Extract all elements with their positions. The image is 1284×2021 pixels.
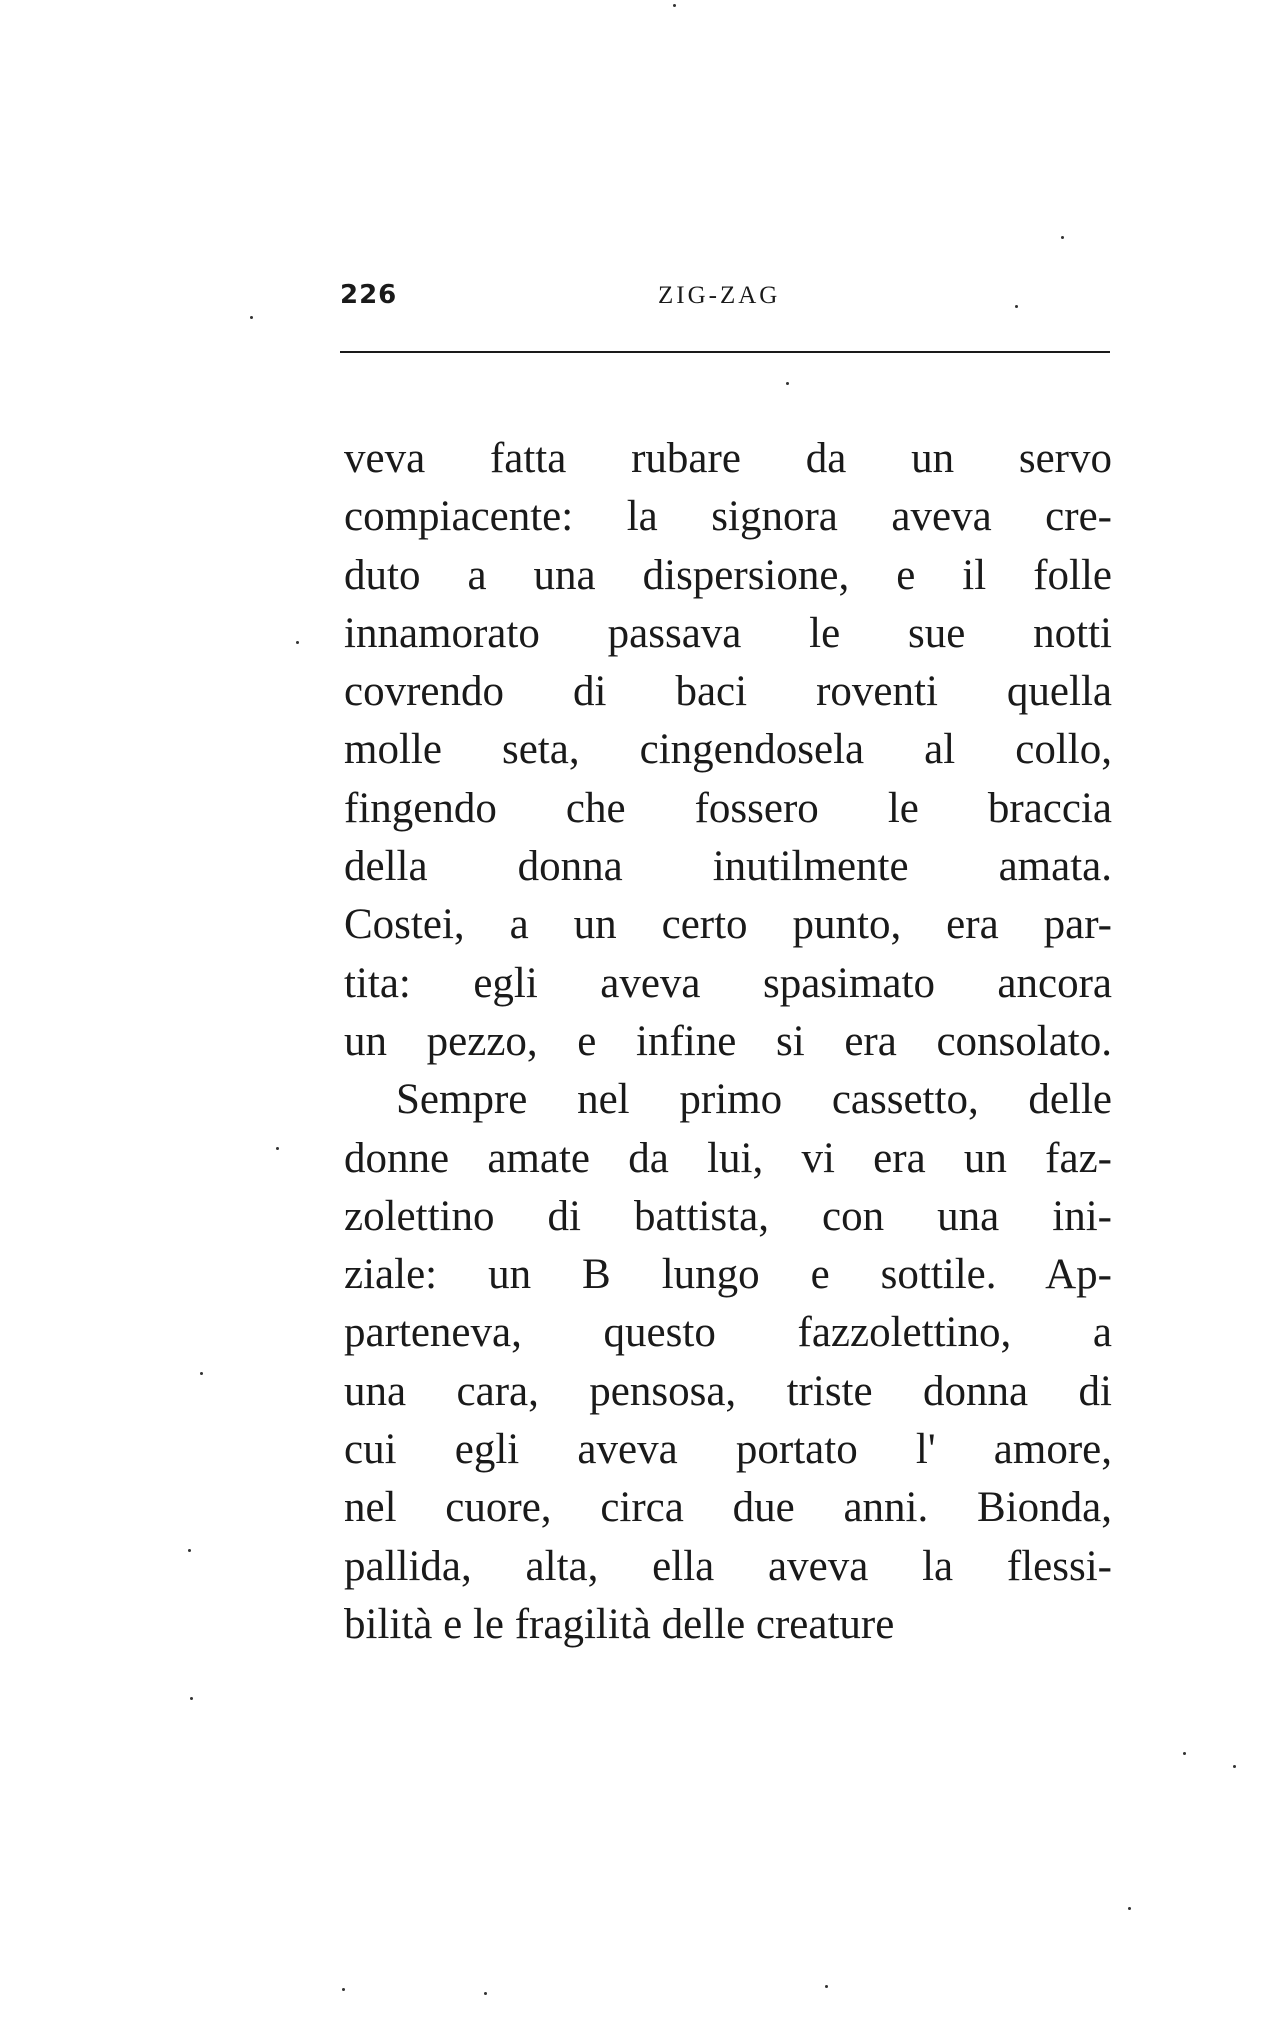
scan-speck: [250, 316, 253, 319]
text-line: donne amate da lui, vi era un faz-: [344, 1134, 1112, 1182]
page-header: [340, 280, 1110, 320]
text-line: parteneva, questo fazzolettino, a: [344, 1309, 1112, 1357]
text-line: Sempre nel primo cassetto, delle: [396, 1076, 1112, 1124]
scan-speck: [200, 1372, 203, 1375]
paragraph: [344, 1071, 1112, 1654]
scan-speck: [190, 1697, 193, 1700]
text-line: un pezzo, e infine si era consolato.: [344, 1017, 1112, 1065]
text-line: pallida, alta, ella aveva la flessi-: [344, 1542, 1112, 1590]
scan-speck: [786, 382, 789, 385]
scan-speck: [1015, 305, 1018, 308]
scan-speck: [1061, 236, 1064, 239]
scan-speck: [188, 1549, 191, 1552]
text-line: nel cuore, circa due anni. Bionda,: [344, 1484, 1112, 1532]
text-line: zolettino di battista, con una ini-: [344, 1192, 1112, 1240]
body-text: [344, 430, 1112, 1654]
paragraph: [344, 430, 1112, 1071]
scan-speck: [825, 1985, 828, 1988]
header-rule: [340, 351, 1110, 353]
text-line: innamorato passava le sue notti: [344, 609, 1112, 657]
scan-speck: [484, 1992, 487, 1995]
page-number: 226: [340, 280, 398, 310]
text-line: covrendo di baci roventi quella: [344, 668, 1112, 716]
scan-speck: [1128, 1907, 1131, 1910]
text-line: veva fatta rubare da un servo: [344, 435, 1112, 482]
text-line: della donna inutilmente amata.: [344, 843, 1112, 891]
scan-speck: [1183, 1752, 1186, 1755]
running-title: ZIG-ZAG: [658, 282, 781, 309]
text-line: fingendo che fossero le braccia: [344, 784, 1112, 832]
text-line: cui egli aveva portato l' amore,: [344, 1426, 1112, 1474]
text-line: molle seta, cingendosela al collo,: [344, 726, 1112, 774]
text-line: tita: egli aveva spasimato ancora: [344, 959, 1112, 1007]
text-line: compiacente: la signora aveva cre-: [344, 493, 1112, 541]
scan-speck: [1233, 1765, 1236, 1768]
scan-speck: [673, 4, 676, 7]
text-line: una cara, pensosa, triste donna di: [344, 1367, 1112, 1415]
scan-speck: [276, 1147, 279, 1150]
text-line: duto a una dispersione, e il folle: [344, 551, 1112, 599]
text-line: ziale: un B lungo e sottile. Ap-: [344, 1251, 1112, 1299]
text-line: Costei, a un certo punto, era par-: [344, 901, 1112, 949]
text-line: bilità e le fragilità delle creature: [344, 1600, 895, 1648]
scan-speck: [342, 1988, 345, 1991]
scan-speck: [296, 641, 299, 644]
